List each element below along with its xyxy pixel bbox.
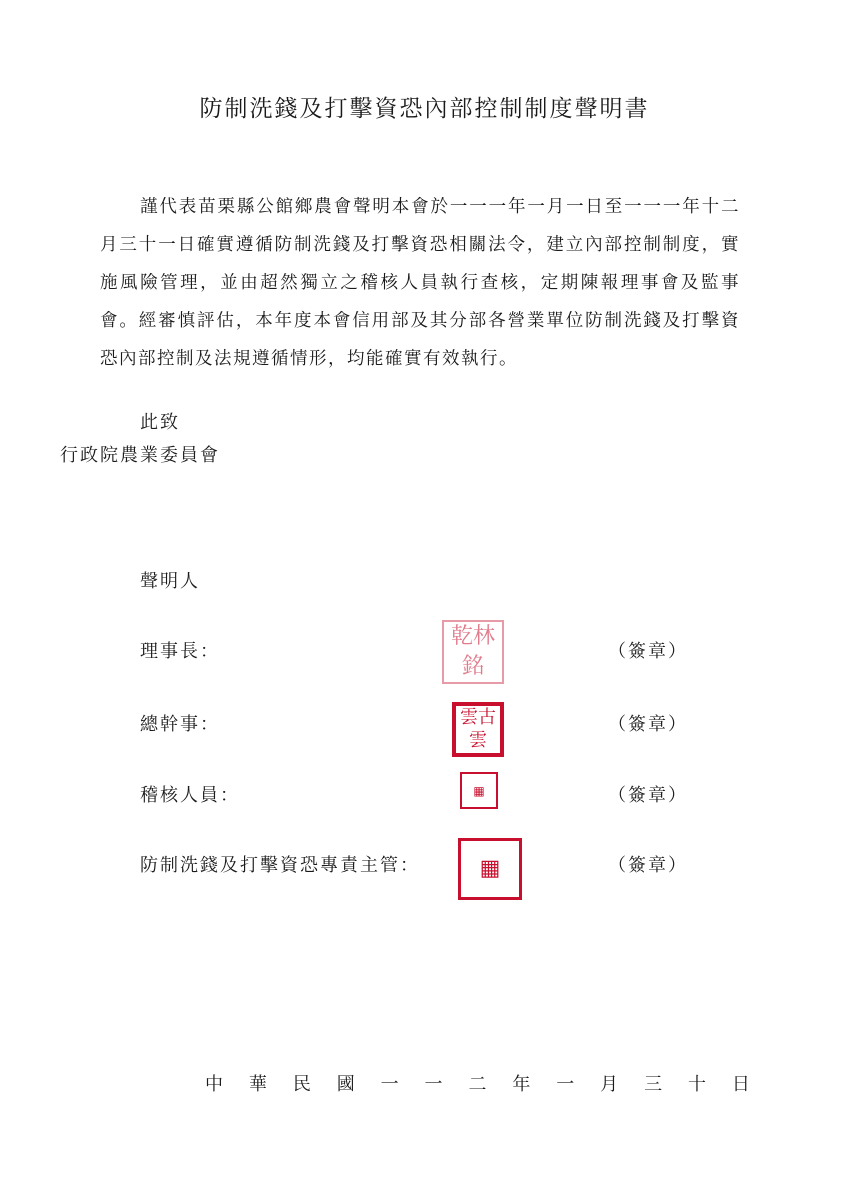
document-date: [205, 1070, 750, 1096]
date-char: 民: [292, 1074, 311, 1095]
auditor-seal: ▦: [460, 772, 498, 809]
date-char: 二: [468, 1074, 487, 1095]
aml-officer-seal: ▦: [458, 838, 522, 900]
declaration-body: 謹代表苗栗縣公館鄉農會聲明本會於一一一年一月一日至一一一年十二月三十一日確實遵循防制洗錢及打擊資恐相關法令，建立內部控制制度，實施風險管理，並由超然獨立之稽核人員執行查核，定期陳報理事會及監事會。經審慎評估，本年度本會信用部及其分部各營業單位防制洗錢及打擊資恐內部控制及法規遵循情形，均能確實有效執行。: [100, 197, 740, 369]
date-char: 三: [644, 1074, 663, 1095]
date-char: 華: [248, 1074, 267, 1095]
signature-role-chairman: 理事長：: [140, 641, 220, 662]
recipient: 行政院農業委員會: [60, 445, 220, 466]
chairman-seal: 乾林 銘: [442, 620, 504, 684]
document-title: 防制洗錢及打擊資恐內部控制制度聲明書: [199, 96, 650, 122]
date-char: 一: [380, 1074, 399, 1095]
signature-note-aml-officer: （簽章）: [608, 855, 688, 876]
closing-salutation: 此致: [140, 412, 180, 433]
signature-note-auditor: （簽章）: [608, 785, 688, 806]
date-char: 日: [731, 1074, 750, 1095]
date-char: 十: [687, 1074, 706, 1095]
general-manager-seal: 雲古 雲: [452, 702, 504, 757]
date-char: 年: [512, 1074, 531, 1095]
declarant-label: 聲明人: [140, 571, 200, 592]
signature-role-auditor: 稽核人員：: [140, 785, 240, 806]
signature-note-chairman: （簽章）: [608, 641, 688, 662]
signature-note-general-manager: （簽章）: [608, 714, 688, 735]
date-char: 月: [600, 1074, 619, 1095]
date-char: 一: [556, 1074, 575, 1095]
signature-role-general-manager: 總幹事：: [140, 714, 220, 735]
date-char: 中: [205, 1074, 223, 1095]
date-char: 國: [336, 1074, 355, 1095]
signature-role-aml-officer: 防制洗錢及打擊資恐專責主管：: [140, 855, 420, 876]
date-char: 一: [424, 1074, 443, 1095]
